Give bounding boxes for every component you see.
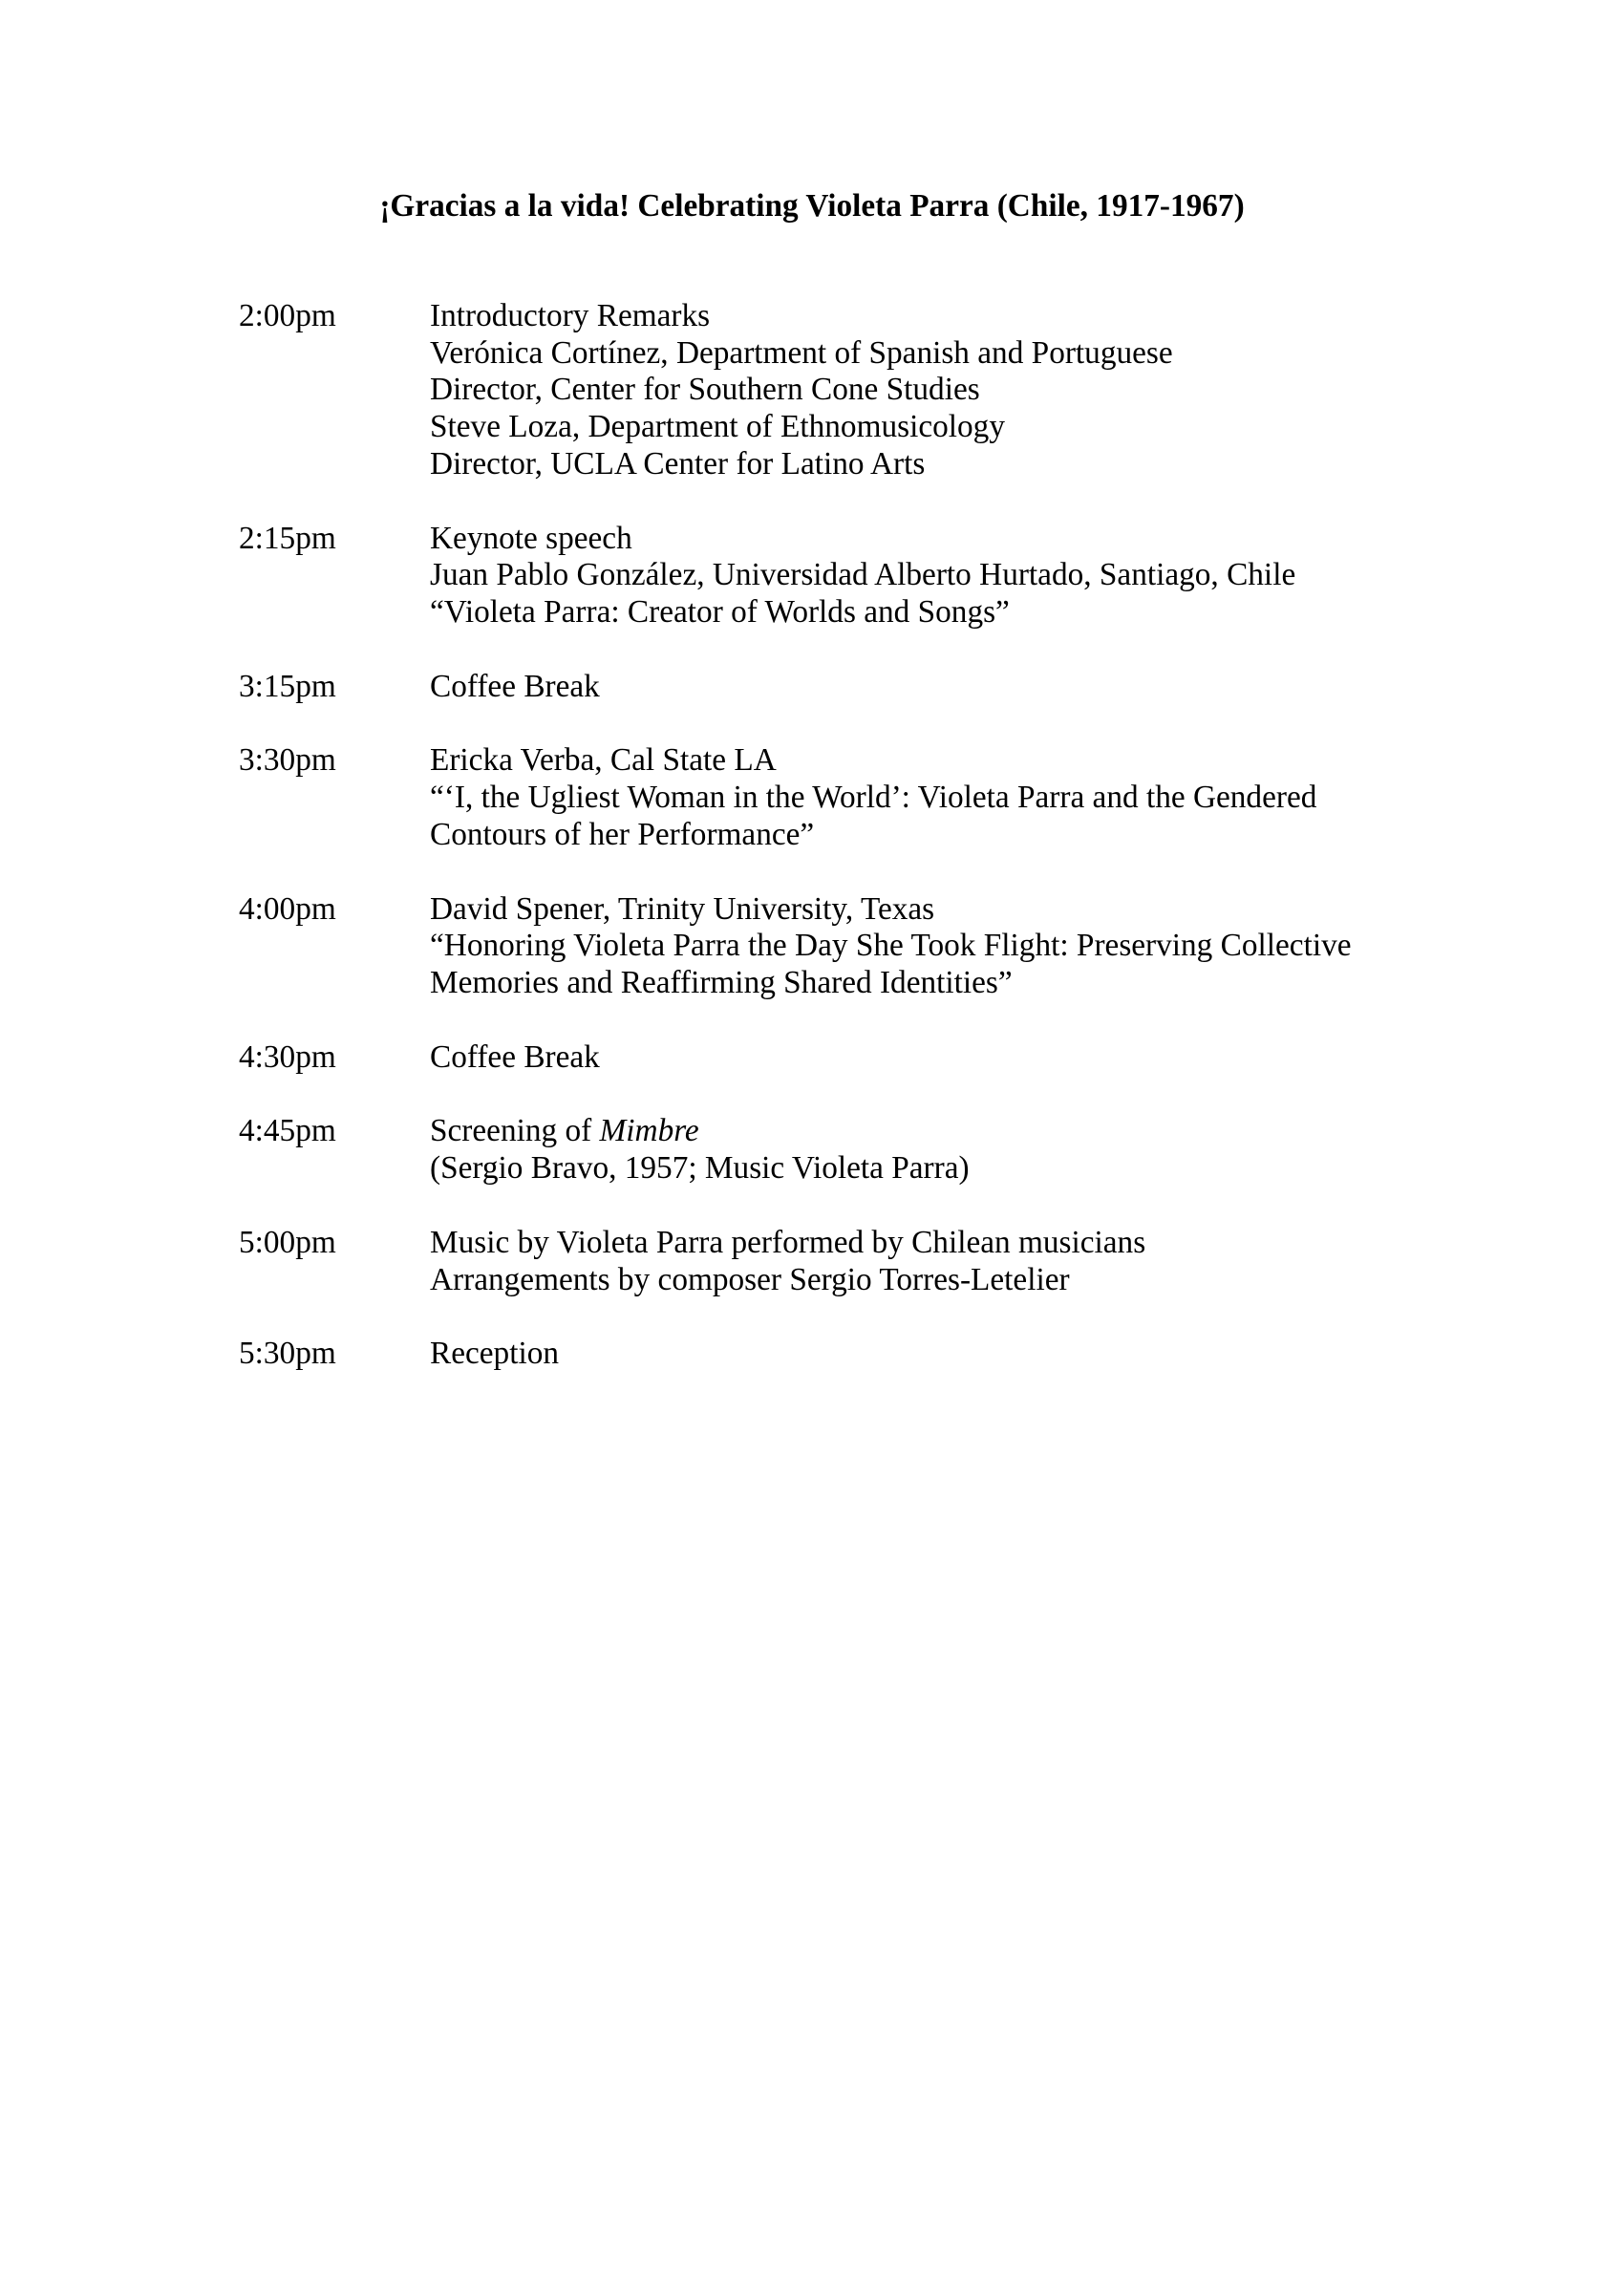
text-segment: Reception — [430, 1336, 559, 1372]
text-segment: Arrangements by composer Sergio Torres-Letelier — [430, 1261, 1070, 1297]
text-segment: Memories and Reaffirming Shared Identities” — [430, 965, 1013, 1001]
text-segment: Director, UCLA Center for Latino Arts — [430, 445, 926, 482]
entry-content — [430, 298, 1624, 483]
entry-line — [430, 1039, 1624, 1077]
entry-line — [430, 817, 1624, 854]
entry-line — [430, 557, 1624, 594]
entry-line — [430, 1113, 1624, 1150]
entry-time: 3:30pm — [239, 742, 336, 779]
schedule-entry — [239, 891, 1624, 1002]
entry-line — [430, 1336, 1624, 1373]
entry-content — [430, 1039, 1624, 1077]
text-segment: Ericka Verba, Cal State LA — [430, 742, 777, 779]
schedule-entry — [239, 1113, 1624, 1188]
text-segment: Contours of her Performance” — [430, 816, 815, 852]
text-segment: Coffee Break — [430, 668, 600, 704]
entry-time: 2:00pm — [239, 297, 336, 333]
text-segment: (Sergio Bravo, 1957; Music Violeta Parra) — [430, 1150, 970, 1187]
text-segment: “‘I, the Ugliest Woman in the World’: Violeta Parra and the Gendered — [430, 780, 1317, 816]
entry-line — [430, 780, 1624, 817]
entry-content — [430, 1113, 1624, 1188]
entry-time: 5:00pm — [239, 1224, 336, 1260]
entry-content — [430, 1225, 1624, 1299]
schedule-entry — [239, 1336, 1624, 1373]
entry-line — [430, 891, 1624, 929]
entry-line — [430, 521, 1624, 558]
text-segment: Mimbre — [599, 1113, 699, 1149]
entry-line — [430, 335, 1624, 373]
page-title: ¡Gracias a la vida! Celebrating Violeta Parra (Chile, 1917-1967) — [379, 188, 1245, 224]
entry-line — [430, 1150, 1624, 1188]
entry-time: 3:15pm — [239, 668, 336, 704]
text-segment: Steve Loza, Department of Ethnomusicology — [430, 409, 1005, 445]
entry-content — [430, 742, 1624, 853]
entry-line — [430, 446, 1624, 483]
schedule-entry — [239, 669, 1624, 706]
entry-time: 2:15pm — [239, 520, 336, 556]
text-segment: “Honoring Violeta Parra the Day She Took Flight: Preserving Collective — [430, 928, 1352, 964]
entry-content — [430, 891, 1624, 1002]
schedule-entry — [239, 298, 1624, 483]
entry-line — [430, 1262, 1624, 1299]
text-segment: Music by Violeta Parra performed by Chilean musicians — [430, 1224, 1146, 1260]
schedule-entry — [239, 521, 1624, 631]
schedule-entry — [239, 1225, 1624, 1299]
text-segment: Verónica Cortínez, Department of Spanish and Portuguese — [430, 334, 1173, 371]
text-segment: Screening of — [430, 1113, 600, 1149]
entry-content — [430, 1336, 1624, 1373]
entry-content — [430, 669, 1624, 706]
entry-time: 5:30pm — [239, 1336, 336, 1372]
entry-line — [430, 409, 1624, 446]
entry-line — [430, 928, 1624, 965]
entry-line — [430, 372, 1624, 409]
entry-line — [430, 669, 1624, 706]
text-segment: “Violeta Parra: Creator of Worlds and Songs” — [430, 594, 1010, 631]
schedule-entry — [239, 742, 1624, 853]
document-page — [0, 188, 1624, 2290]
entry-line — [430, 594, 1624, 631]
entry-line — [430, 298, 1624, 335]
schedule-entry — [239, 1039, 1624, 1077]
text-segment: Introductory Remarks — [430, 297, 711, 333]
entry-line — [430, 742, 1624, 780]
schedule — [0, 298, 1624, 1373]
entry-time: 4:00pm — [239, 890, 336, 927]
text-segment: David Spener, Trinity University, Texas — [430, 890, 935, 927]
entry-content — [430, 521, 1624, 631]
text-segment: Keynote speech — [430, 520, 632, 556]
entry-time: 4:45pm — [239, 1113, 336, 1149]
entry-line — [430, 1225, 1624, 1262]
text-segment: Director, Center for Southern Cone Studies — [430, 372, 980, 408]
entry-line — [430, 965, 1624, 1002]
text-segment: Juan Pablo González, Universidad Alberto Hurtado, Santiago, Chile — [430, 557, 1296, 593]
text-segment: Coffee Break — [430, 1038, 600, 1075]
entry-time: 4:30pm — [239, 1038, 336, 1075]
